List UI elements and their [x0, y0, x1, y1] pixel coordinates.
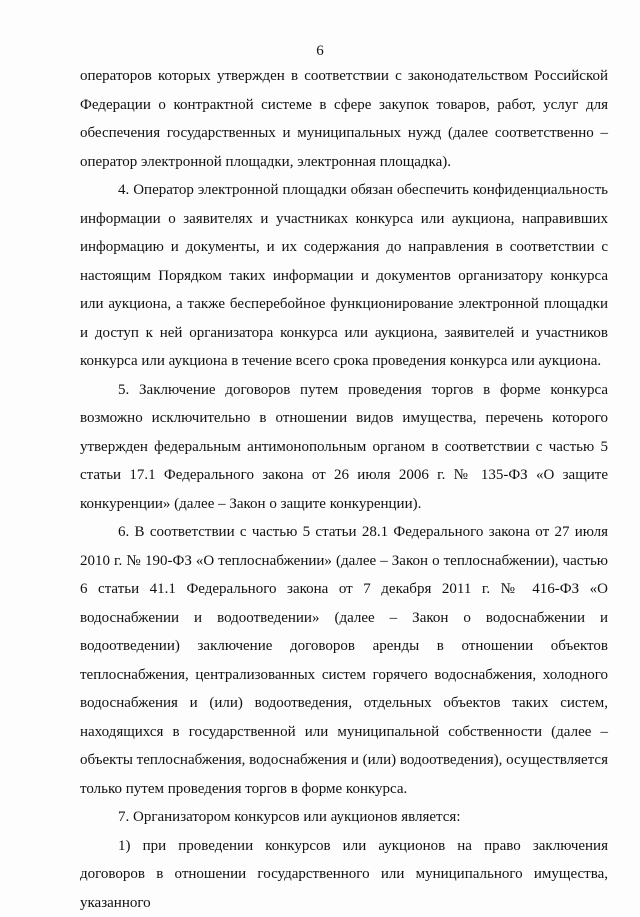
document-body: [80, 62, 608, 917]
paragraph-continuation-operators: операторов которых утвержден в соответствии с законодательством Российской Федерации о контрактной системе в сфере закупок товаров, работ, услуг для обеспечения государственных и муниципальных нужд (далее соответственно – оператор электронной площадки, электронная площадка).: [80, 68, 608, 170]
paragraph-5-tender-contracts: 5. Заключение договоров путем проведения торгов в форме конкурса возможно исключительно в отношении видов имущества, перечень которого утвержден федеральным антимонопольным органом в соответствии с частью 5 статьи 17.1 Федерального закона от 26 июля 2006 г. № 135-ФЗ «О защите конкуренции» (далее – Закон о защите конкуренции).: [80, 381, 608, 512]
paragraph-7-organizer: 7. Организатором конкурсов или аукционов является:: [118, 809, 461, 825]
paragraph-7-1-state-property: 1) при проведении конкурсов или аукционов на право заключения договоров в отношении государственного или муниципального имущества, указанного: [80, 837, 608, 911]
paragraph-4-confidentiality: 4. Оператор электронной площадки обязан обеспечить конфиденциальность информации о заявителях и участниках конкурса или аукциона, направивших информацию и документы, и их содержания до направления в соответствии с настоящим Порядком таких информации и документов организатору конкурса или аукциона, а также бесперебойное функционирование электронной площадки и доступ к ней организатора конкурса или аукциона, заявителей и участников конкурса или аукциона в течение всего срока проведения конкурса или аукциона.: [80, 182, 608, 369]
paragraph-6-heat-water-supply: 6. В соответствии с частью 5 статьи 28.1 Федерального закона от 27 июля 2010 г. № 190-ФЗ «О теплоснабжении» (далее – Закон о теплоснабжении), частью 6 статьи 41.1 Федерального закона от 7 декабря 2011 г. № 416-ФЗ «О водоснабжении и водоотведении» (далее – Закон о водоснабжении и водоотведении) заключение договоров аренды в отношении объектов теплоснабжения, централизованных систем горячего водоснабжения, холодного водоснабжения и (или) водоотведения, отдельных объектов таких систем, находящихся в государственной или муниципальной собственности (далее – объекты теплоснабжения, водоснабжения и (или) водоотведения), осуществляется только путем проведения торгов в форме конкурса.: [80, 524, 608, 797]
page-number: 6: [316, 43, 324, 59]
